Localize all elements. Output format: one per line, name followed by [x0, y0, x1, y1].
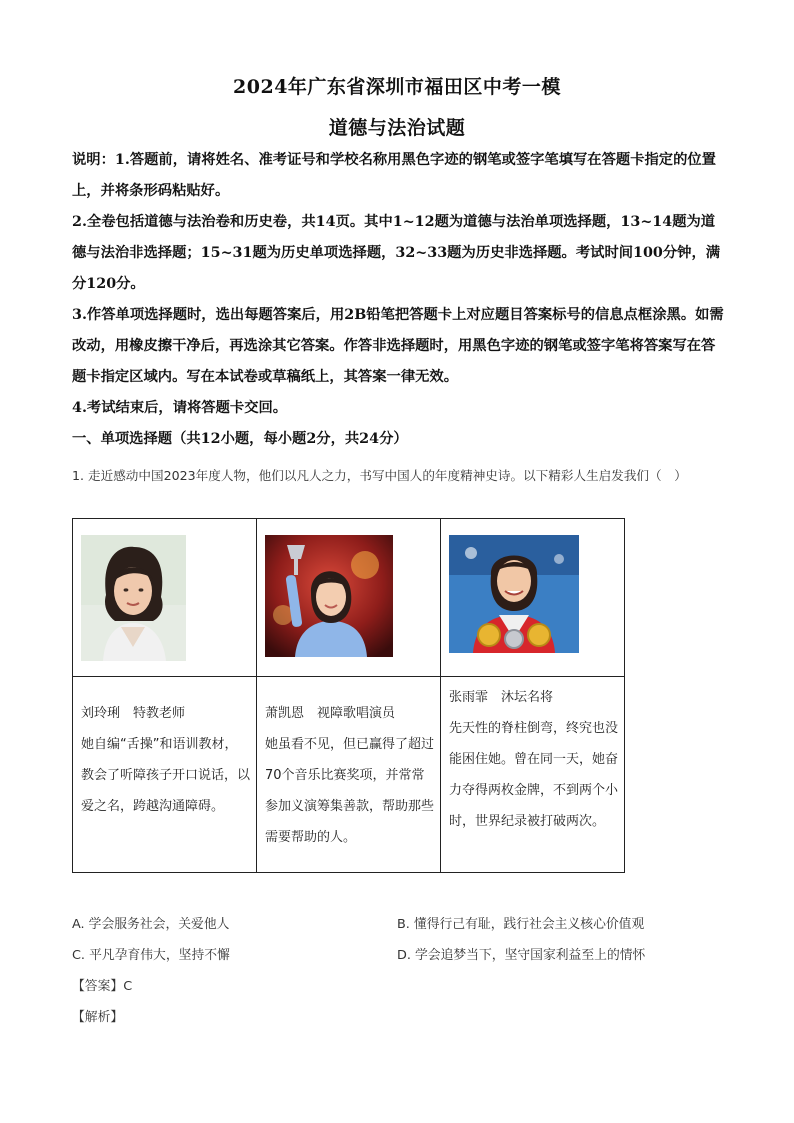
people-table [72, 518, 625, 873]
instruction-text: 2.全卷包括道德与法治卷和历史卷，共14页。其中1~12题为道德与法治单项选择题，13~14题为道德与法治非选择题；15~31题为历史单项选择题，32~33题为历史非选择题。考试时间100分钟，满分120分。 [72, 214, 721, 292]
question-stem: 1. 走近感动中国2023年度人物，他们以凡人之力，书写中国人的年度精神史诗。以下精彩人生启发我们（ ） [72, 468, 687, 483]
instruction-3 [72, 300, 727, 393]
section-heading [72, 424, 727, 455]
person-heading: 刘玲琍 特教老师 [81, 706, 186, 721]
photo-cell [441, 519, 625, 677]
person-heading: 张雨霏 沐坛名将 [449, 690, 554, 705]
instruction-text: 说明：1.答题前，请将姓名、准考证号和学校名称用黑色字迹的钢笔或签字笔填写在答题卡指定的位置上，并将条形码粘贴好。 [72, 152, 716, 199]
person-card [257, 677, 441, 873]
photo-cell [73, 519, 257, 677]
option-a[interactable]: A. 学会服务社会，关爱他人 [72, 917, 230, 932]
person-card [73, 677, 257, 873]
person-description [257, 677, 440, 853]
instruction-2 [72, 207, 727, 300]
person-description [441, 677, 624, 837]
person-text: 她虽看不见，但已赢得了超过70个音乐比赛奖项，并常常参加义演筹集善款，帮助那些需要帮助的人。 [265, 737, 435, 845]
woman-portrait-photo-icon [81, 535, 186, 661]
photo-cell [257, 519, 441, 677]
answer-label: 【答案】C [72, 979, 133, 994]
swimmer-medals-photo-icon [449, 535, 579, 653]
exam-subtitle: 道德与法治试题 [328, 117, 466, 139]
instruction-text: 3.作答单项选择题时，选出每题答案后，用2B铅笔把答题卡上对应题目答案标号的信息点框涂黑。如需改动，用橡皮擦干净后，再选涂其它答案。作答非选择题时，用黑色字迹的钢笔或签字笔将答案写在答题卡指定区域内。写在本试卷或草稿纸上，其答案一律无效。 [72, 307, 724, 385]
exam-title: 2024年广东省深圳市福田区中考一模 [233, 76, 561, 98]
person-text: 先天性的脊柱倒弯，终究也没能困住她。曾在同一天，她奋力夺得两枚金牌，不到两个小时，世界纪录被打破两次。 [449, 721, 619, 829]
instruction-text: 4.考试结束后，请将答题卡交回。 [72, 400, 288, 416]
person-heading: 萧凯恩 视障歌唱演员 [265, 706, 396, 721]
person-text: 她自编“舌操”和语训教材，教会了听障孩子开口说话，以爱之名，跨越沟通障碍。 [81, 737, 251, 814]
instruction-1 [72, 145, 727, 207]
option-c[interactable]: C. 平凡孕育伟大，坚持不懈 [72, 948, 230, 963]
option-d[interactable]: D. 学会追梦当下，坚守国家利益至上的情怀 [397, 948, 646, 963]
person-card [441, 677, 625, 873]
option-b[interactable]: B. 懂得行己有耻，践行社会主义核心价值观 [397, 917, 645, 932]
singer-trophy-photo-icon [265, 535, 393, 657]
person-description [73, 677, 256, 822]
section-heading-text: 一、单项选择题（共12小题，每小题2分，共24分） [72, 431, 408, 447]
analysis-label: 【解析】 [72, 1010, 124, 1025]
instruction-4 [72, 393, 727, 424]
